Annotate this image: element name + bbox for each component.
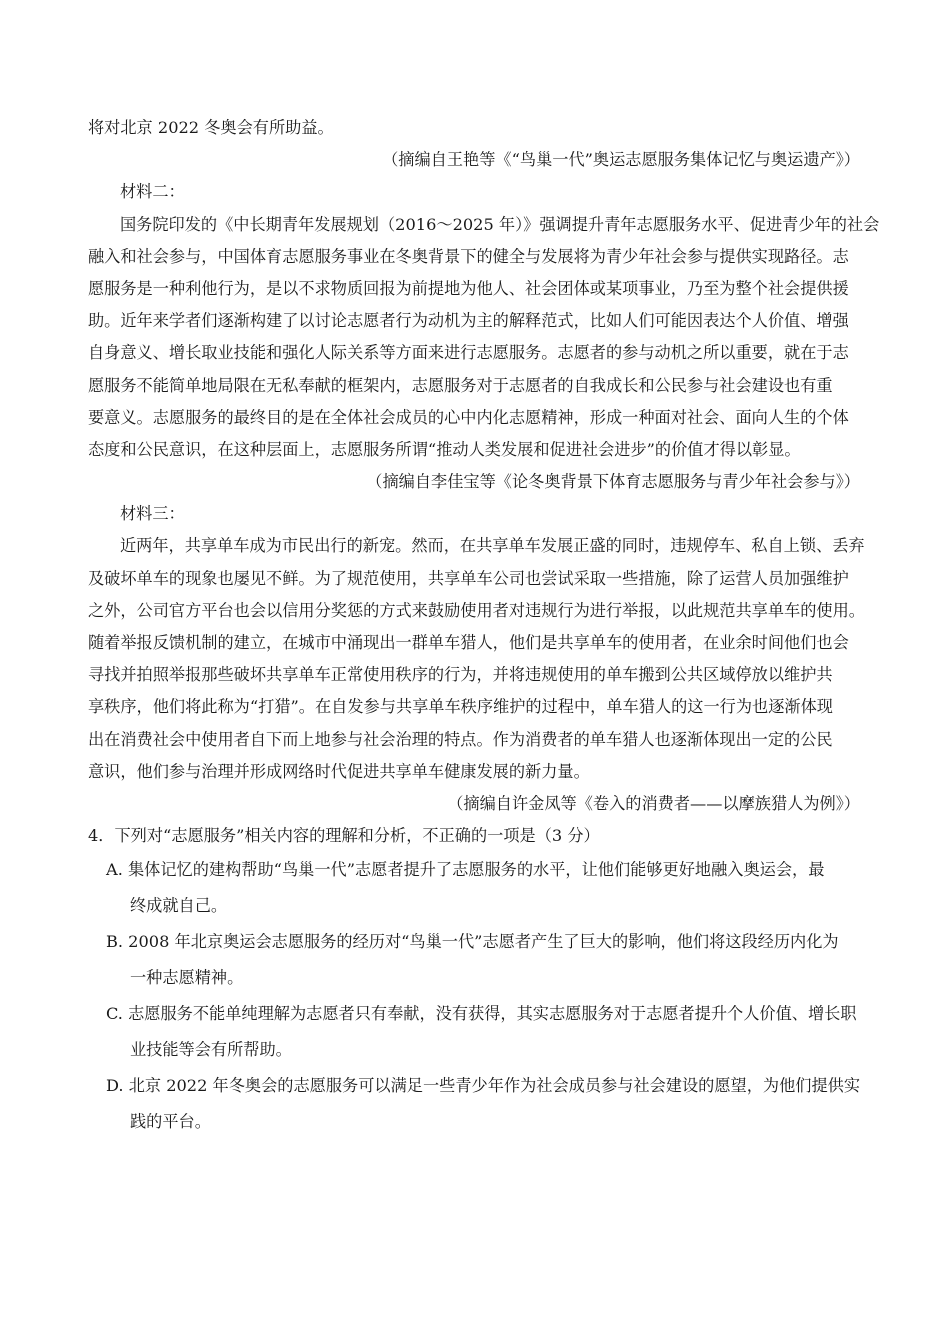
option-d-line1: D. 北京 2022 年冬奥会的志愿服务可以满足一些青少年作为社会成员参与社会建设的愿望，为他们提供实 bbox=[106, 1076, 861, 1096]
material3-line: 意识，他们参与治理并形成网络时代促进共享单车健康发展的新力量。 bbox=[88, 761, 590, 781]
option-c-line2: 业技能等会有所帮助。 bbox=[130, 1040, 292, 1060]
material2-line: 愿服务不能简单地局限在无私奉献的框架内，志愿服务对于志愿者的自我成长和公民参与社会建设也有重 bbox=[88, 375, 833, 395]
material3-line: 出在消费社会中使用者自下而上地参与社会治理的特点。作为消费者的单车猎人也逐渐体现出一定的公民 bbox=[88, 729, 833, 749]
material3-line: 随着举报反馈机制的建立，在城市中涌现出一群单车猎人，他们是共享单车的使用者，在业余时间他们也会 bbox=[88, 633, 849, 652]
material2-line: 国务院印发的《中长期青年发展规划（2016～2025 年）》强调提升青年志愿服务水平、促进青少年的社会 bbox=[120, 214, 880, 234]
option-d bbox=[88, 1068, 868, 1140]
document-page bbox=[88, 112, 880, 1140]
material3-line: 寻找并拍照举报那些破坏共享单车正常使用秩序的行为，并将违规使用的单车搬到公共区域停放以维护共 bbox=[88, 665, 833, 685]
question-stem: 4．下列对“志愿服务”相关内容的理解和分析，不正确的一项是（3 分） bbox=[88, 826, 600, 846]
material2-line: 助。近年来学者们逐渐构建了以讨论志愿者行为动机为主的解释范式，比如人们可能因表达个人价值、增强 bbox=[88, 311, 849, 331]
material2-line: 愿服务是一种利他行为，是以不求物质回报为前提地为他人、社会团体或某项事业，乃至为整个社会提供援 bbox=[88, 278, 849, 298]
material2-line: 融入和社会参与，中国体育志愿服务事业在冬奥背景下的健全与发展将为青少年社会参与提供实现路径。志 bbox=[88, 246, 849, 266]
option-b bbox=[88, 924, 868, 996]
source-citation-3: （摘编自许金凤等《卷入的消费者——以摩族猎人为例》） bbox=[447, 793, 860, 813]
material3-line: 近两年，共享单车成为市民出行的新宠。然而，在共享单车发展正盛的同时，违规停车、私自上锁、丢弃 bbox=[120, 536, 865, 556]
material3-line: 享秩序，他们将此称为“打猎”。在自发参与共享单车秩序维护的过程中，单车猎人的这一行为也逐渐体现 bbox=[88, 697, 833, 717]
option-b-line2: 一种志愿精神。 bbox=[130, 968, 244, 988]
option-c bbox=[88, 996, 868, 1068]
option-a-line1: A. 集体记忆的建构帮助“鸟巢一代”志愿者提升了志愿服务的水平，让他们能够更好地融入奥运会，最 bbox=[106, 860, 825, 880]
material2-line: 态度和公民意识，在这种层面上，志愿服务所谓“推动人类发展和促进社会进步”的价值才得以彰显。 bbox=[88, 439, 801, 459]
option-a bbox=[88, 852, 868, 924]
material3-line: 之外，公司官方平台也会以信用分奖惩的方式来鼓励使用者对违规行为进行举报，以此规范共享单车的使用。 bbox=[88, 600, 865, 620]
intro-closing-line: 将对北京 2022 冬奥会有所助益。 bbox=[88, 118, 334, 137]
material2-heading: 材料二： bbox=[120, 182, 185, 202]
material3-line: 及破坏单车的现象也屡见不鲜。为了规范使用，共享单车公司也尝试采取一些措施，除了运营人员加强维护 bbox=[88, 568, 849, 588]
material2-line: 要意义。志愿服务的最终目的是在全体社会成员的心中内化志愿精神，形成一种面对社会、面向人生的个体 bbox=[88, 407, 849, 427]
option-c-line1: C. 志愿服务不能单纯理解为志愿者只有奉献，没有获得，其实志愿服务对于志愿者提升个人价值、增长职 bbox=[106, 1004, 857, 1024]
material3-heading: 材料三： bbox=[120, 504, 185, 524]
option-d-line2: 践的平台。 bbox=[130, 1112, 211, 1132]
option-a-line2: 终成就自己。 bbox=[130, 896, 228, 916]
source-citation-1: （摘编自王艳等《“鸟巢一代”奥运志愿服务集体记忆与奥运遗产》） bbox=[382, 150, 860, 170]
option-b-line1: B. 2008 年北京奥运会志愿服务的经历对“鸟巢一代”志愿者产生了巨大的影响，他们将这段经历内化为 bbox=[106, 932, 839, 952]
source-citation-2: （摘编自李佳宝等《论冬奥背景下体育志愿服务与青少年社会参与》） bbox=[366, 472, 860, 492]
material2-line: 自身意义、增长取业技能和强化人际关系等方面来进行志愿服务。志愿者的参与动机之所以重要，就在于志 bbox=[88, 343, 849, 363]
